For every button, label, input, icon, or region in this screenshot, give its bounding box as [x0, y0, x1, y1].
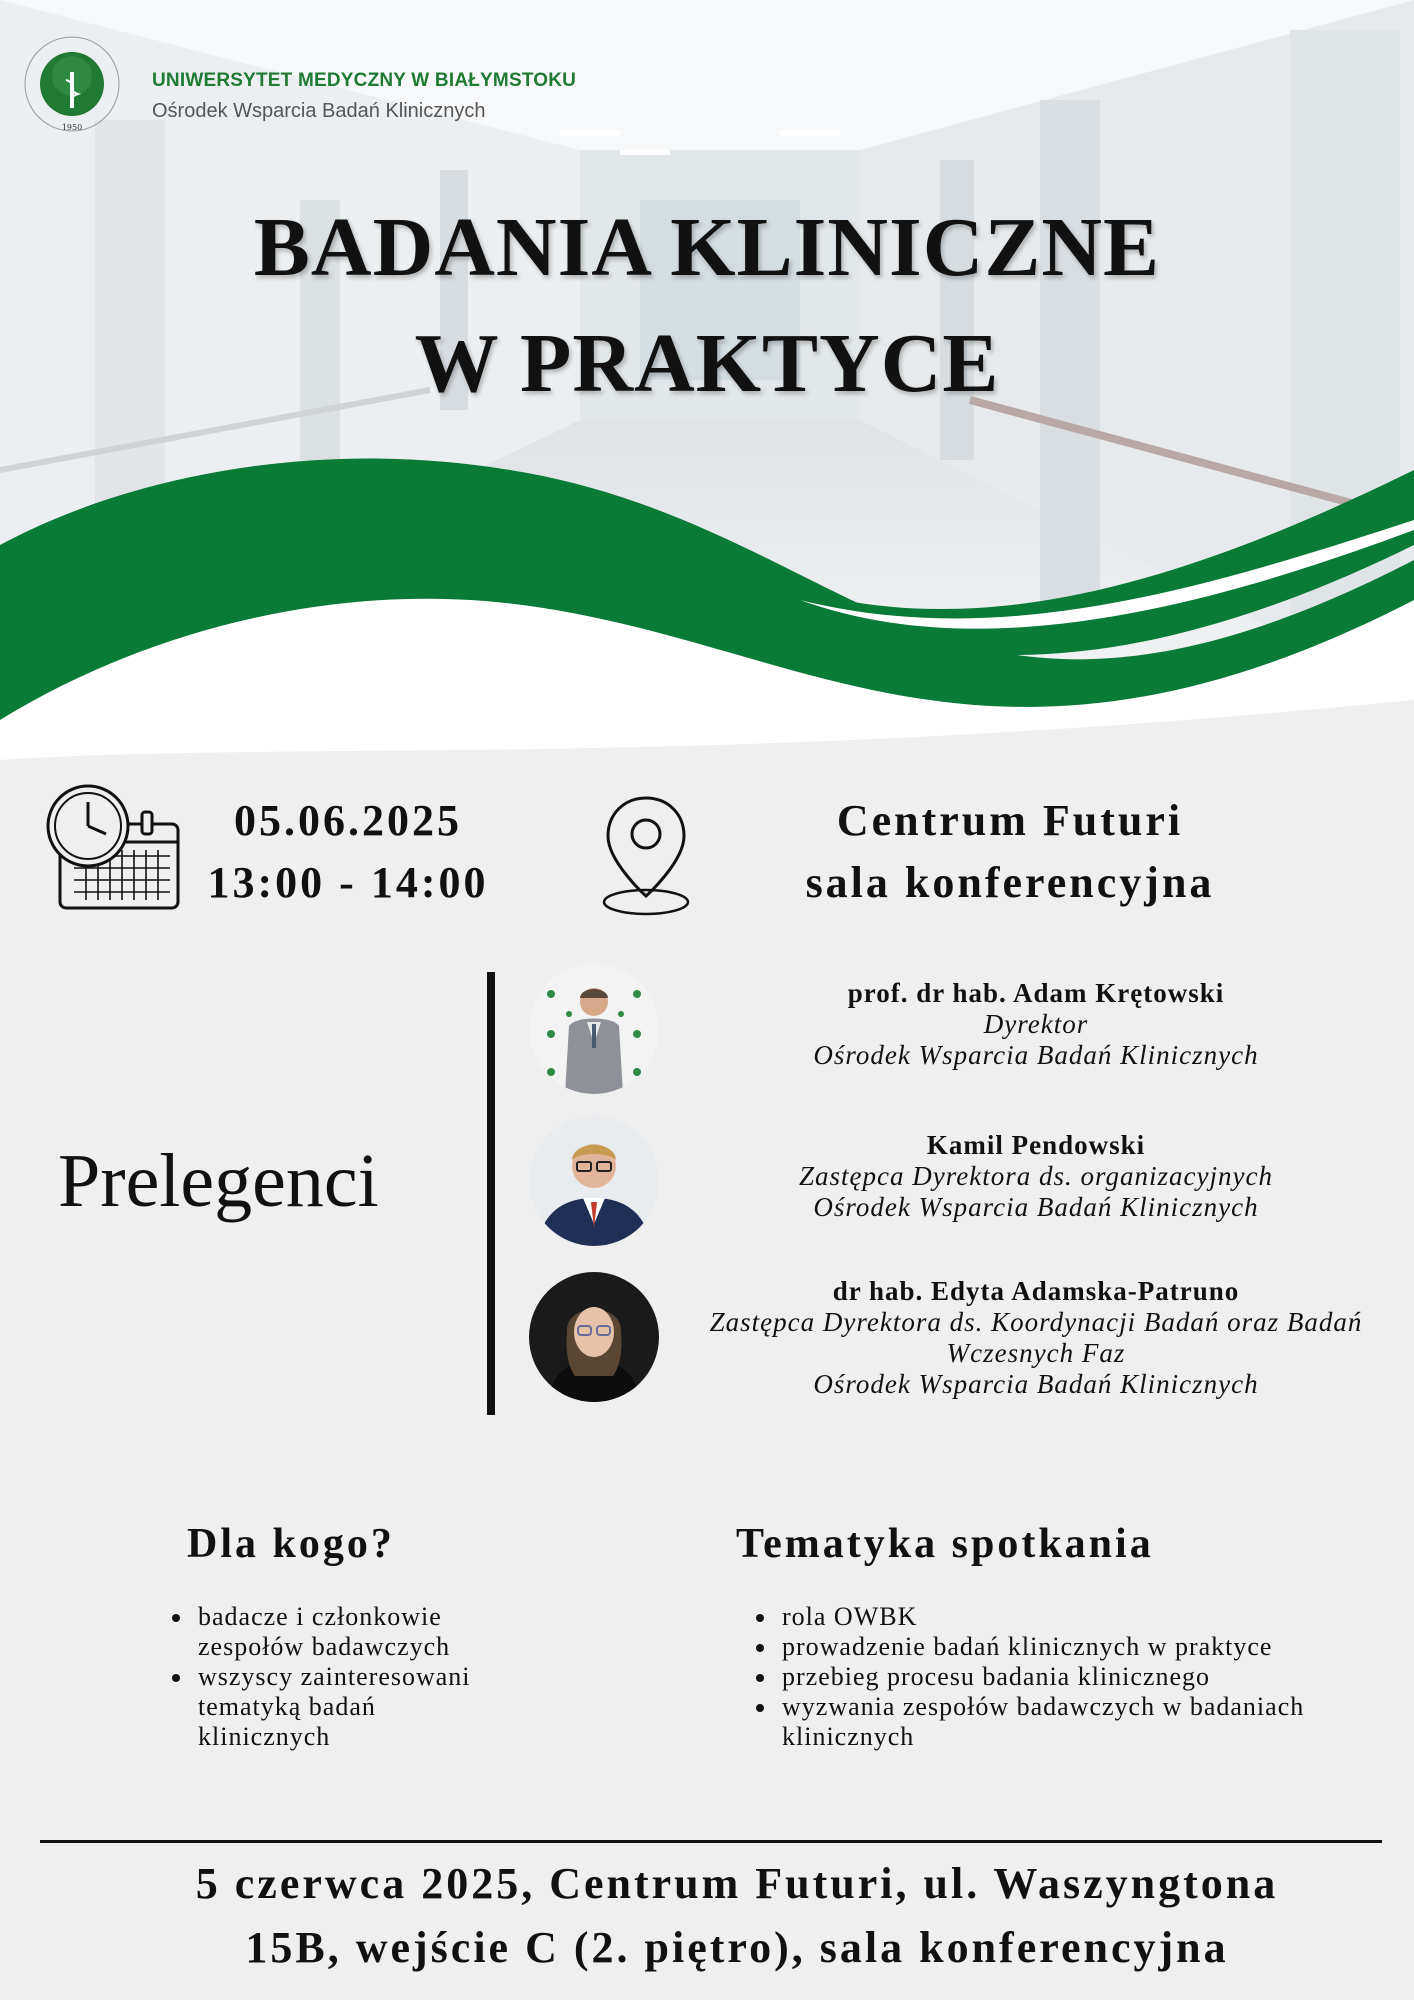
- speaker-3: [676, 1276, 1396, 1400]
- event-location: [740, 790, 1280, 914]
- university-logo: [22, 34, 122, 134]
- calendar-clock-icon: [44, 784, 184, 914]
- page-title: [0, 190, 1414, 422]
- audience-heading: Dla kogo?: [187, 1521, 395, 1567]
- audience-list: [166, 1602, 486, 1752]
- speakers-heading: Prelegenci: [58, 1139, 379, 1223]
- topic-item: • rola OWBK: [778, 1602, 1350, 1632]
- topics-list: [750, 1602, 1350, 1752]
- topics-heading: Tematyka spotkania: [736, 1521, 1154, 1567]
- topic-item: • wyzwania zespołów badawczych w badaniach klinicznych: [778, 1692, 1350, 1752]
- location-pin-icon: [600, 792, 692, 922]
- speaker-2-role: Zastępca Dyrektora ds. organizacyjnych: [799, 1161, 1273, 1191]
- speaker-2-avatar: [529, 1116, 659, 1246]
- speakers-divider: [487, 972, 495, 1415]
- speaker-1-name: prof. dr hab. Adam Krętowski: [847, 978, 1225, 1008]
- footer-divider: [40, 1840, 1382, 1843]
- location-room: sala konferencyjna: [805, 858, 1215, 907]
- speaker-3-unit: Ośrodek Wsparcia Badań Klinicznych: [813, 1369, 1259, 1399]
- speaker-1-unit: Ośrodek Wsparcia Badań Klinicznych: [813, 1040, 1259, 1070]
- speaker-2-unit: Ośrodek Wsparcia Badań Klinicznych: [813, 1192, 1259, 1222]
- footer-address: [60, 1852, 1414, 1980]
- speaker-1-role: Dyrektor: [983, 1009, 1089, 1039]
- speaker-1-avatar: [529, 964, 659, 1094]
- logo-year: 1950: [61, 123, 83, 132]
- footer-line-2: 15B, wejście C (2. piętro), sala konferencyjna: [245, 1923, 1229, 1972]
- speaker-3-role: Zastępca Dyrektora ds. Koordynacji Badań oraz Badań: [709, 1307, 1363, 1337]
- speaker-1: [676, 978, 1396, 1071]
- event-date-time: [188, 790, 508, 914]
- audience-item: • badacze i członkowie zespołów badawczych: [194, 1602, 486, 1662]
- speaker-3-role-cont: Wczesnych Faz: [946, 1338, 1126, 1368]
- event-date: 05.06.2025: [234, 796, 462, 845]
- speaker-3-avatar: [529, 1272, 659, 1402]
- speaker-2-name: Kamil Pendowski: [926, 1130, 1146, 1160]
- title-line-2: W PRAKTYCE: [414, 317, 1000, 410]
- event-time: 13:00 - 14:00: [207, 858, 489, 907]
- footer-line-1: 5 czerwca 2025, Centrum Futuri, ul. Waszyngtona: [195, 1859, 1279, 1908]
- unit-name: Ośrodek Wsparcia Badań Klinicznych: [152, 100, 486, 122]
- audience-item: • wszyscy zainteresowani tematyką badań klinicznych: [194, 1662, 486, 1752]
- university-name: UNIWERSYTET MEDYCZNY W BIAŁYMSTOKU: [152, 70, 577, 91]
- speaker-3-name: dr hab. Edyta Adamska-Patruno: [832, 1276, 1240, 1306]
- topic-item: • prowadzenie badań klinicznych w praktyce: [778, 1632, 1350, 1662]
- title-line-1: BADANIA KLINICZNE: [253, 201, 1161, 294]
- speaker-2: [676, 1130, 1396, 1223]
- topic-item: • przebieg procesu badania klinicznego: [778, 1662, 1350, 1692]
- location-name: Centrum Futuri: [836, 796, 1184, 845]
